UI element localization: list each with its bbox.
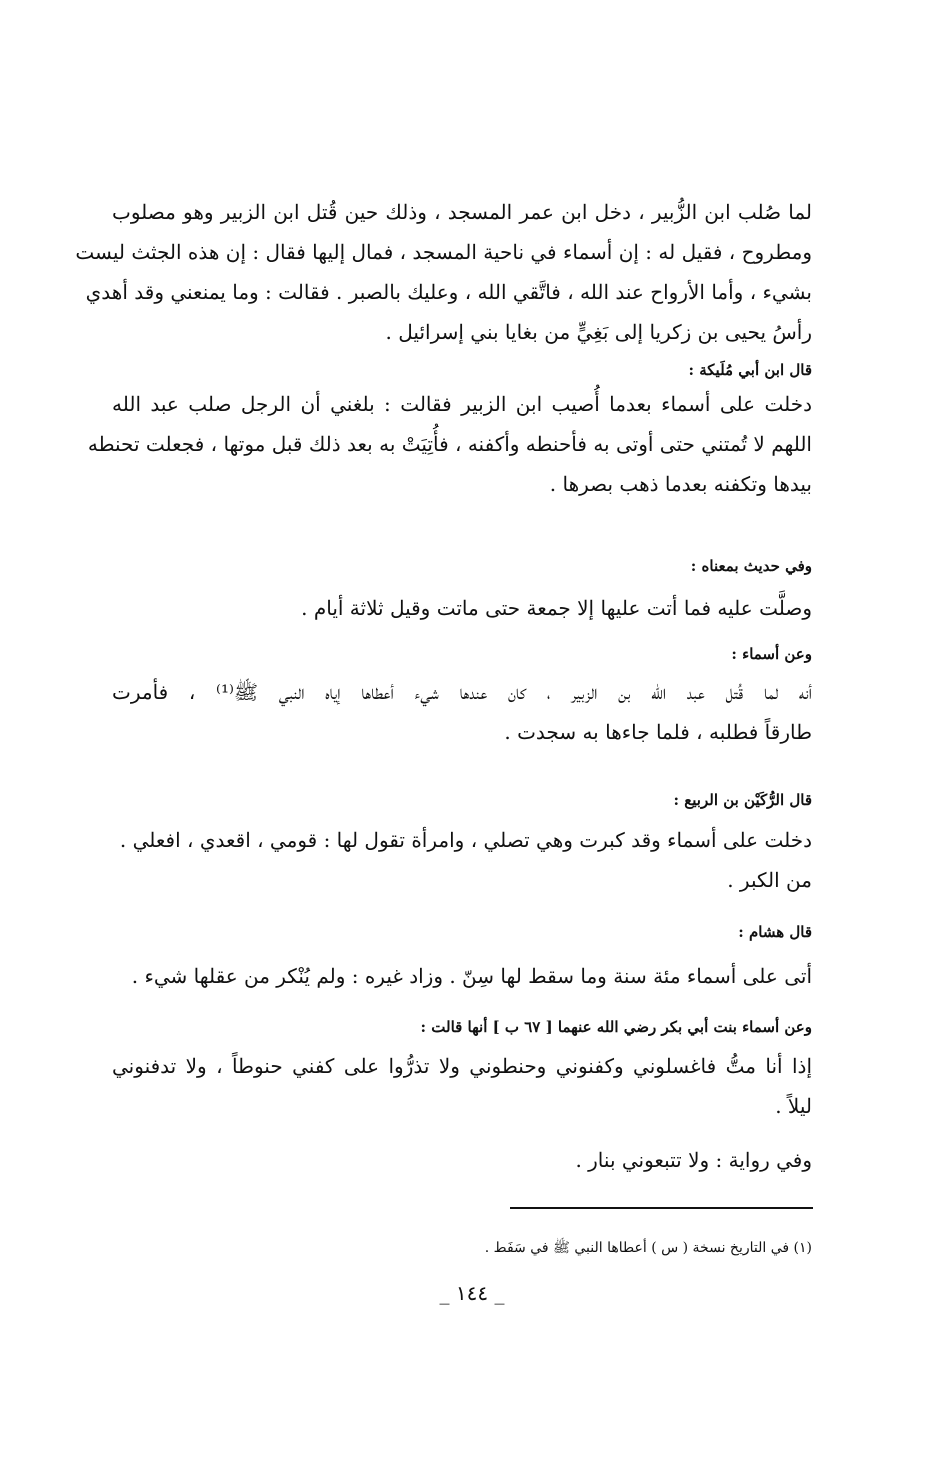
text-line: اللهم لا تُمتني حتى أوتى به فأحنطه وأكفنه ، فأُتِيَتْ به بعد ذلك قبل موتها ، فجعلت تحنطه — [87, 432, 812, 456]
text-line: أتى على أسماء مئة سنة وما سقط لها سِنّ . وزاد غيره : ولم يُنْكر من عقلها شيء . — [131, 964, 812, 988]
paragraph-2 — [87, 384, 812, 504]
section-heading: قال ابن أبي مُلَيكة : — [688, 361, 812, 379]
text-line: دخلت على أسماء وقد كبرت وهي تصلي ، وامرأة تقول لها : قومي ، اقعدي ، افعلي . — [119, 828, 812, 852]
text-line: إذا أنا متُّ فاغسلوني وكفنوني وحنطوني ولا تذرُّوا على كفني حنوطاً ، ولا تدفنوني — [112, 1054, 812, 1078]
section-heading: قال الرُّكَيْن بن الربيع : — [673, 791, 812, 809]
footnote: (١) في التاريخ نسخة ( س ) أعطاها النبي ﷺ في سَفَط . — [484, 1240, 812, 1256]
section-heading: وعن أسماء بنت أبي بكر رضي الله عنهما [ ٦٧ ب ] أنها قالت : — [420, 1018, 812, 1036]
text-line: رأسُ يحيى بن زكريا إلى بَغِيٍّ من بغايا بني إسرائيل . — [385, 320, 812, 344]
text-line: وفي رواية : ولا تتبعوني بنار . — [575, 1148, 812, 1172]
page-number: _ ١٤٤ _ — [439, 1281, 505, 1305]
text-line: بيدها وتكفنه بعدما ذهب بصرها . — [549, 472, 812, 496]
section-heading: وفي حديث بمعناه : — [690, 557, 812, 575]
text-line: ومطروح ، فقيل له : إن أسماء في ناحية المسجد ، فمال إليها فقال : إن هذه الجثث ليست — [75, 240, 812, 264]
text-line: دخلت على أسماء بعدما أُصيب ابن الزبير فقالت : بلغني أن الرجل صلب عبد الله — [112, 392, 812, 416]
paragraph-7 — [112, 1046, 812, 1126]
text-line: طارقاً فطلبه ، فلما جاءها به سجدت . — [504, 720, 812, 744]
text-line: بشيء ، وأما الأرواح عند الله ، فاتَّقي الله ، وعليك بالصبر . فقالت : وما يمنعني وقد أهدي — [85, 280, 812, 304]
paragraph-6 — [112, 956, 812, 996]
text-line: لما صُلب ابن الزُّبير ، دخل ابن عمر المسجد ، وذلك حين قُتل ابن الزبير وهو مصلوب — [112, 200, 812, 224]
text-line: وصلَّت عليه فما أتت عليها إلا جمعة حتى ماتت وقيل ثلاثة أيام . — [301, 596, 812, 620]
text-line: من الكبر . — [727, 868, 812, 892]
text-line: أنه لما قُتل عبد الله بن الزبير ، كان عندها شيء أعطاها إياه النبي ﷺ⁽¹⁾ ، فأمرت — [112, 680, 812, 704]
paragraph-3 — [112, 588, 812, 628]
text-line: ليلاً . — [775, 1094, 812, 1118]
paragraph-1 — [75, 192, 812, 352]
paragraph-8 — [112, 1140, 812, 1180]
paragraph-4 — [112, 672, 812, 752]
footnote-divider — [510, 1207, 813, 1209]
section-heading: وعن أسماء : — [731, 645, 812, 663]
section-heading: قال هشام : — [738, 923, 812, 941]
paragraph-5 — [112, 820, 812, 900]
